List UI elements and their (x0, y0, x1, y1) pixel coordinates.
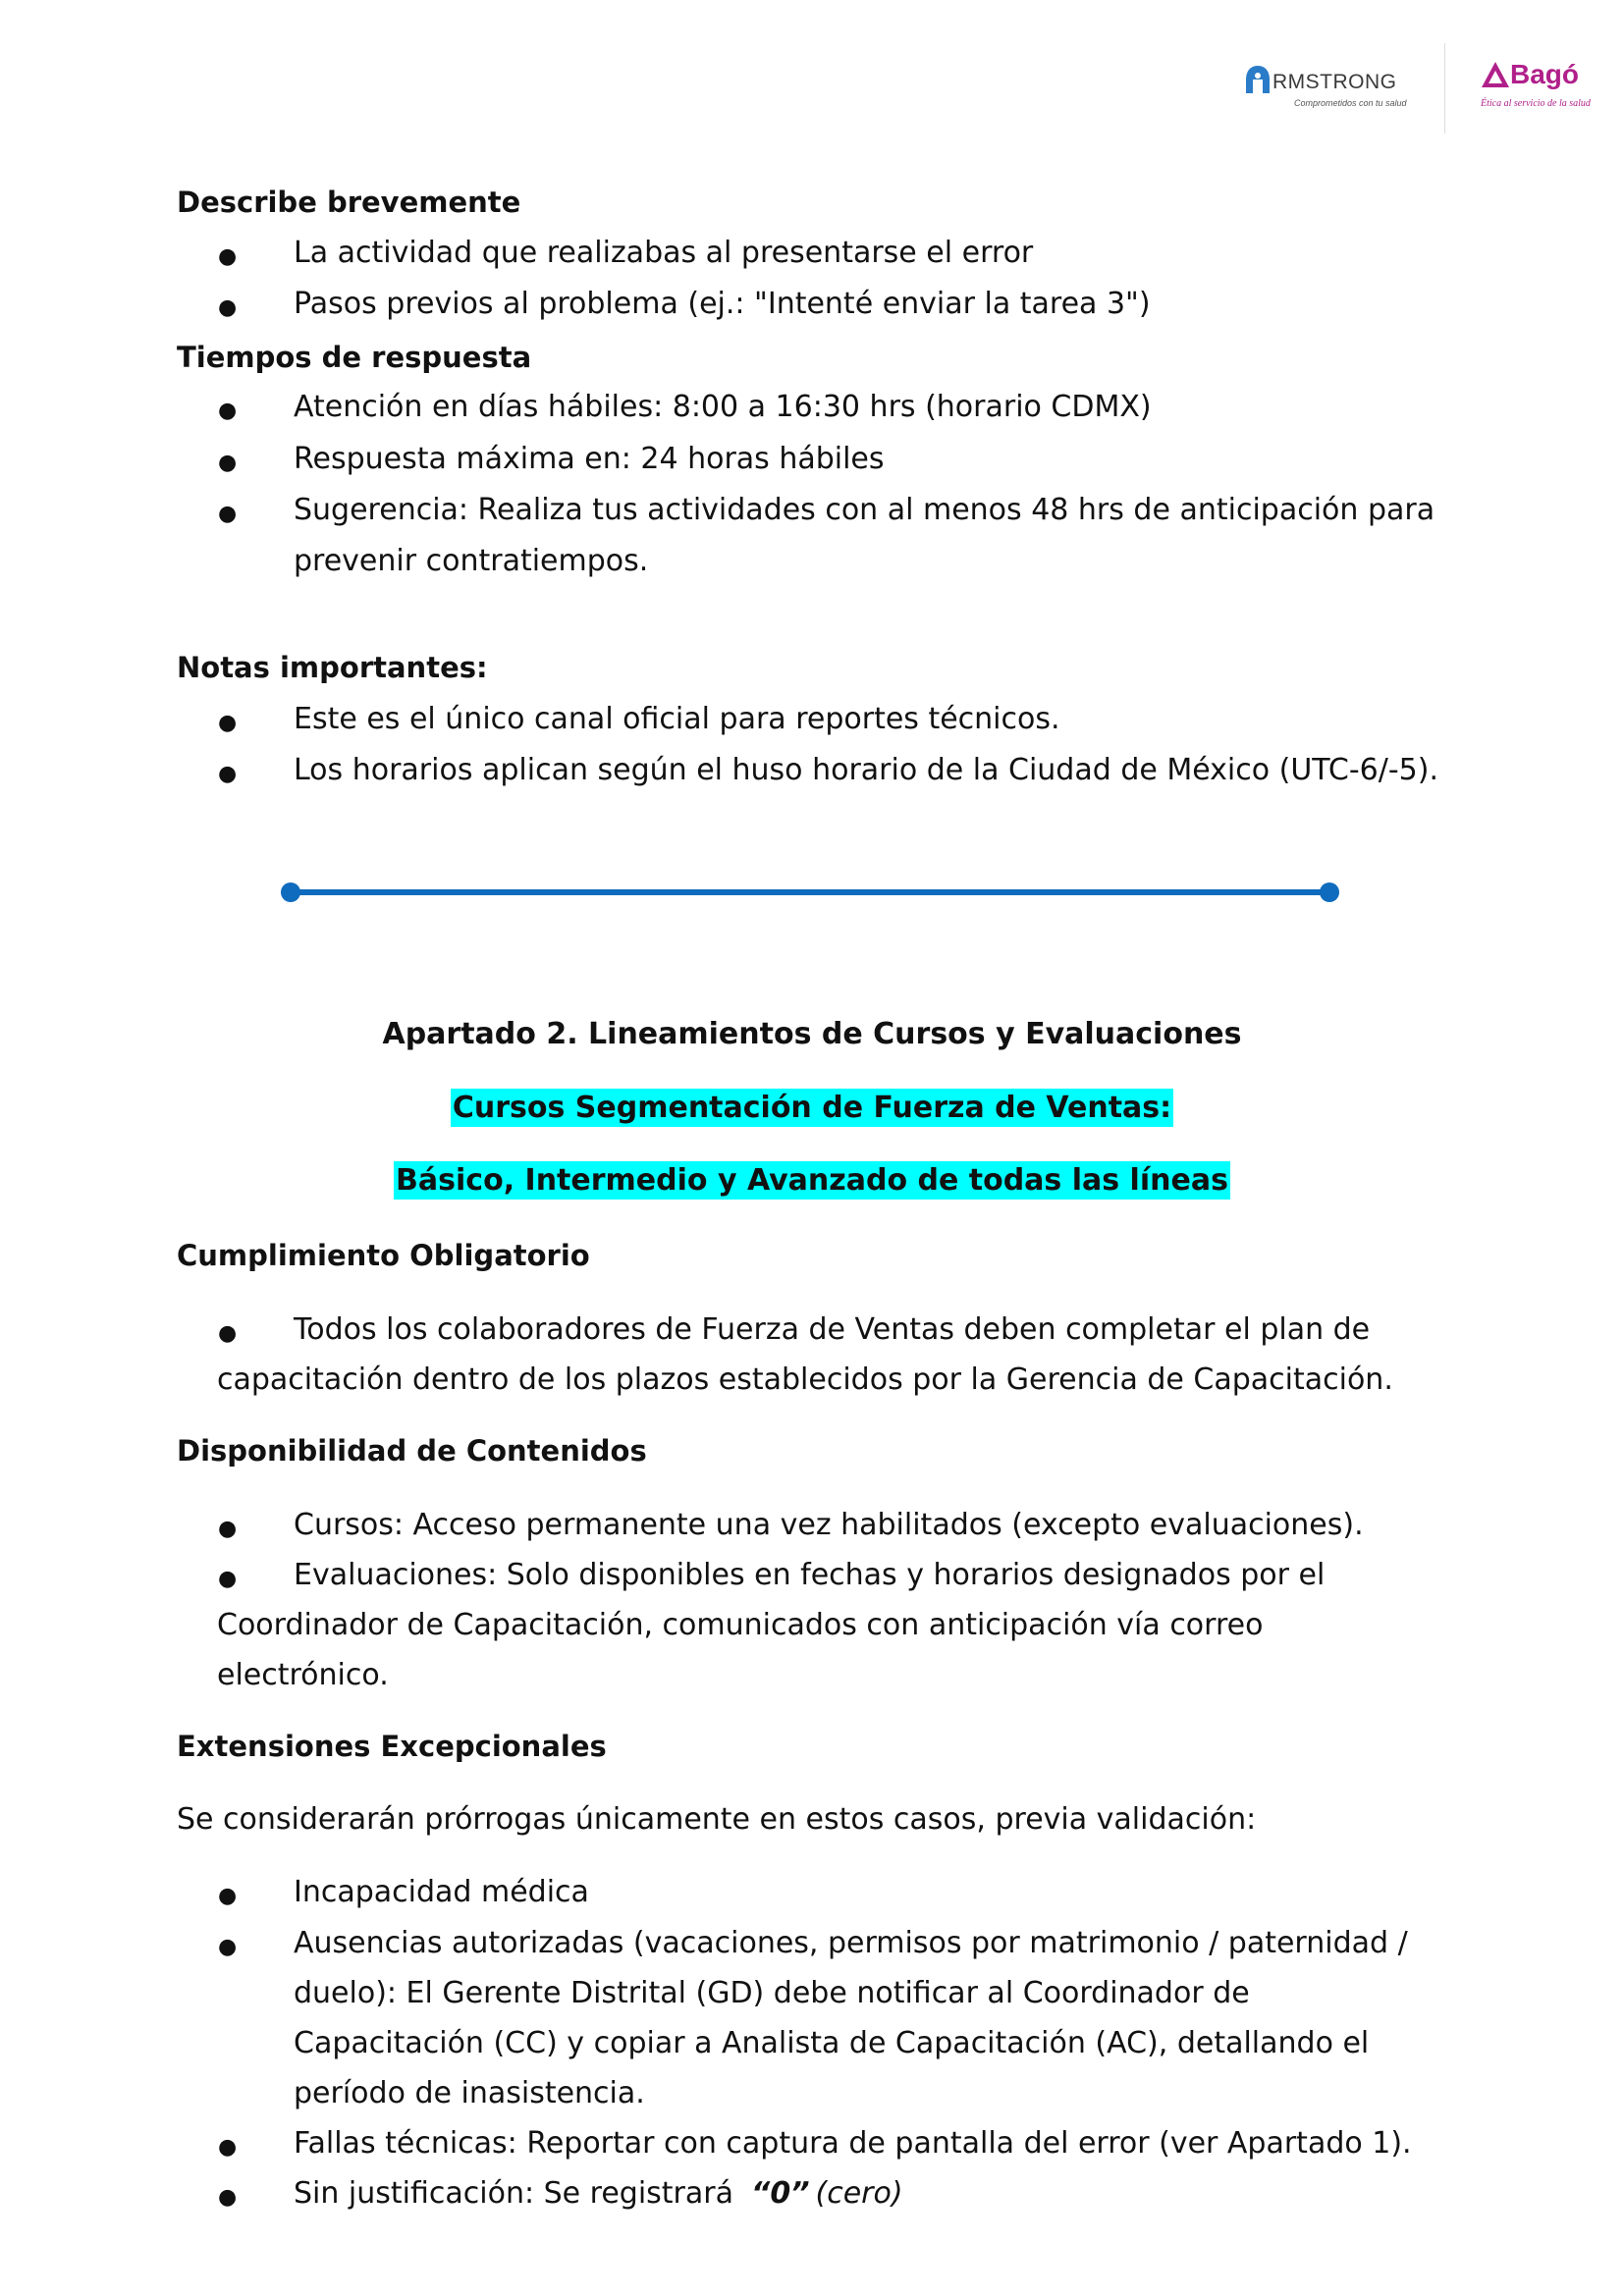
list-item-continuation: período de inasistencia. (294, 2076, 645, 2110)
list-item-continuation: capacitación dentro de los plazos establecidos por la Gerencia de Capacitación. (217, 1362, 1393, 1397)
armstrong-name: RMSTRONG (1272, 71, 1397, 93)
list-item-continuation: Capacitación (CC) y copiar a Analista de Capacitación (AC), detallando el (294, 2026, 1370, 2060)
bullet-icon: ● (218, 451, 238, 475)
list-item-no-justification (294, 2176, 903, 2211)
describe-heading: Describe brevemente (177, 186, 521, 219)
list-item: Pasos previos al problema (ej.: "Intenté enviar la tarea 3") (294, 287, 1151, 321)
list-item: Atención en días hábiles: 8:00 a 16:30 hrs (horario CDMX) (294, 390, 1152, 424)
list-item: Fallas técnicas: Reportar con captura de pantalla del error (ver Apartado 1). (294, 2126, 1412, 2161)
section-divider (280, 881, 1340, 903)
bullet-icon: ● (218, 2135, 238, 2160)
section-title: Apartado 2. Lineamientos de Cursos y Evaluaciones (382, 1017, 1242, 1051)
list-item: Todos los colaboradores de Fuerza de Ventas deben completar el plan de (294, 1312, 1371, 1347)
list-item-continuation: duelo): El Gerente Distrital (GD) debe notificar al Coordinador de (294, 1976, 1250, 2010)
bullet-icon: ● (218, 1935, 238, 1959)
list-item: Respuesta máxima en: 24 horas hábiles (294, 442, 885, 476)
bago-tagline: Ética al servicio de la salud (1481, 98, 1591, 109)
bago-logo-icon (1481, 61, 1510, 88)
availability-heading: Disponibilidad de Contenidos (177, 1434, 647, 1468)
bullet-icon: ● (218, 1884, 238, 1908)
bullet-icon: ● (218, 244, 238, 269)
bullet-icon: ● (218, 1321, 238, 1346)
armstrong-logo-icon (1243, 65, 1272, 94)
list-item: Cursos: Acceso permanente una vez habilitados (excepto evaluaciones). (294, 1508, 1364, 1542)
list-item: Evaluaciones: Solo disponibles en fechas y horarios designados por el (294, 1558, 1326, 1592)
armstrong-tagline: Comprometidos con tu salud (1294, 98, 1407, 108)
response-heading: Tiempos de respuesta (177, 341, 532, 374)
list-item-continuation: Coordinador de Capacitación, comunicados con anticipación vía correo (217, 1608, 1264, 1642)
list-item: Los horarios aplican según el huso horario de la Ciudad de México (UTC-6/-5). (294, 753, 1438, 787)
list-item: Incapacidad médica (294, 1875, 589, 1909)
list-item: Este es el único canal oficial para reportes técnicos. (294, 702, 1060, 736)
list-item: Ausencias autorizadas (vacaciones, permisos por matrimonio / paternidad / (294, 1926, 1408, 1960)
bullet-icon: ● (218, 502, 238, 526)
bullet-icon: ● (218, 295, 238, 320)
bago-name: Bagó (1510, 59, 1579, 89)
bullet-icon: ● (218, 711, 238, 735)
subtitle-row-2 (0, 1161, 1624, 1200)
section-title-row (0, 1017, 1624, 1051)
subtitle-row-1 (0, 1089, 1624, 1127)
notes-heading: Notas importantes: (177, 651, 488, 684)
bullet-icon: ● (218, 1517, 238, 1541)
highlighted-subtitle-2: Básico, Intermedio y Avanzado de todas las líneas (396, 1163, 1228, 1198)
extensions-intro: Se considerarán prórrogas únicamente en estos casos, previa validación: (177, 1802, 1257, 1837)
extensions-heading: Extensiones Excepcionales (177, 1730, 607, 1763)
bullet-icon: ● (218, 762, 238, 786)
logo-divider (1444, 43, 1445, 133)
bullet-icon: ● (218, 399, 238, 423)
no-justification-text: Sin justificación: Se registrará (294, 2176, 733, 2211)
bullet-icon: ● (218, 2185, 238, 2210)
list-item-continuation: electrónico. (217, 1658, 389, 1692)
list-item: La actividad que realizabas al presentarse el error (294, 236, 1034, 270)
list-item: Sugerencia: Realiza tus actividades con al menos 48 hrs de anticipación para (294, 493, 1435, 527)
armstrong-logo (1243, 61, 1420, 110)
list-item-continuation: prevenir contratiempos. (294, 544, 649, 578)
zero-word: (cero) (815, 2176, 903, 2211)
bago-logo (1481, 57, 1608, 116)
bullet-icon: ● (218, 1567, 238, 1591)
compliance-heading: Cumplimiento Obligatorio (177, 1239, 590, 1272)
zero-value: “0” (751, 2176, 810, 2211)
highlighted-subtitle-1: Cursos Segmentación de Fuerza de Ventas: (452, 1091, 1172, 1125)
